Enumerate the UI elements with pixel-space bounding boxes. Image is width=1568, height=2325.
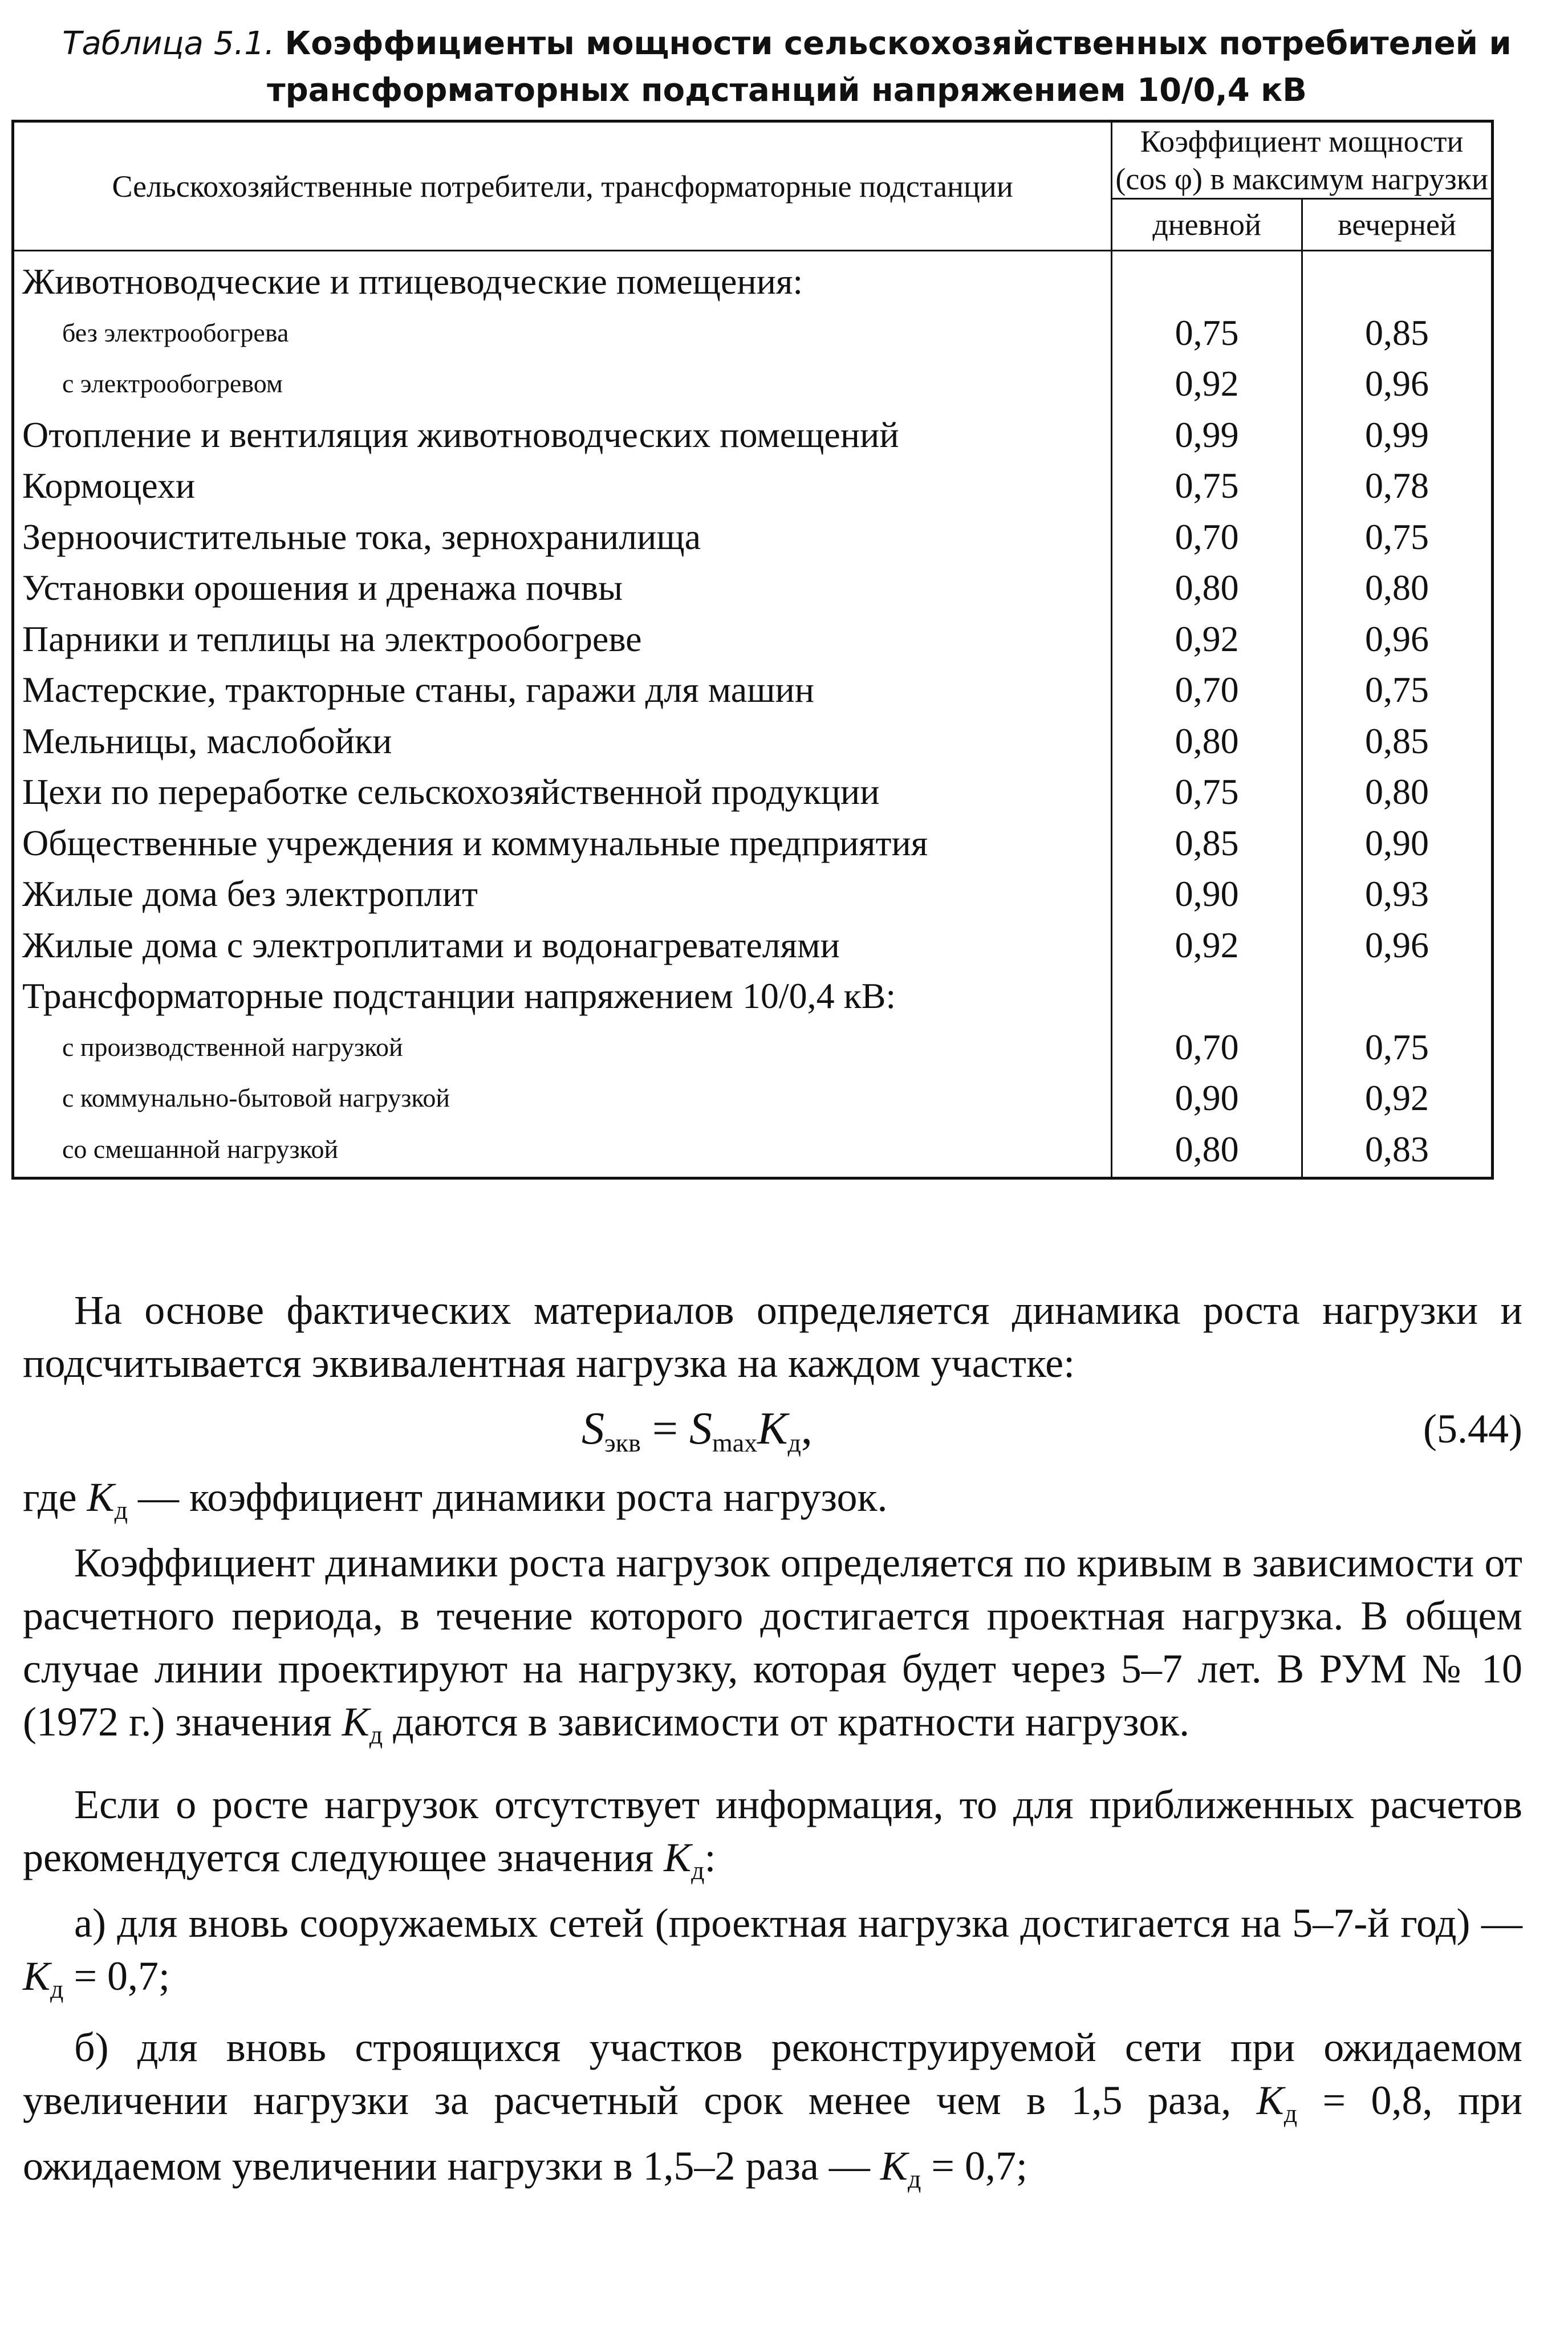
formula-number: (5.44) (1423, 1406, 1522, 1452)
row-day-value: 0,75 (1112, 766, 1302, 818)
body-text (23, 1284, 1522, 2205)
row-evening-value: 0,83 (1365, 1128, 1429, 1169)
header-evening: вечерней (1302, 199, 1493, 251)
table-row (13, 766, 1493, 818)
row-consumer-name: Мастерские, тракторные станы, гаражи для машин (13, 664, 1112, 716)
paragraph-item-a: а) для вновь сооружаемых сетей (проектная нагрузка достигается на 5–7-й год) — $K_д = 0,7$; (23, 1900, 1522, 2003)
row-day-value: 0,70 (1112, 664, 1302, 716)
row-consumer-name: с электрообогревом (13, 358, 1112, 409)
row-day-value: 0,85 (1112, 818, 1302, 869)
row-consumer-name: Животноводческие и птицеводческие помещения: (13, 251, 1112, 307)
table-row (13, 818, 1493, 869)
table-row (13, 1022, 1493, 1073)
header-consumer: Сельскохозяйственные потребители, трансформаторные подстанции (13, 121, 1112, 251)
row-evening-value: 0,92 (1365, 1078, 1429, 1118)
header-day: дневной (1112, 199, 1302, 251)
row-consumer-name: Цехи по переработке сельскохозяйственной продукции (13, 766, 1112, 818)
table-row (13, 664, 1493, 716)
row-evening-value: 0,90 (1365, 822, 1429, 863)
table-row (13, 716, 1493, 767)
row-evening-value: 0,75 (1365, 1026, 1429, 1067)
paragraph-coefficient: Коэффициент динамики роста нагрузок определяется по кривым в зависимости от расчетного периода, в течение которого достигается проектная нагрузка. В общем случае линии проектируют на нагрузку, которая будет через 5–7 лет. В РУМ № 10 (1972 г.) значения $K_д$ даются в зависимости от кратности нагрузок. (23, 1540, 1522, 1749)
paragraph-where: где $K_д$ — коэффициент динамики роста нагрузок. (23, 1474, 888, 1525)
row-evening-value: 0,80 (1365, 771, 1429, 812)
table-row (13, 511, 1493, 563)
table-row (13, 920, 1493, 971)
table-row (13, 970, 1493, 1022)
row-consumer-name: Мельницы, маслобойки (13, 716, 1112, 767)
row-day-value: 0,80 (1112, 562, 1302, 613)
row-evening-value: 0,96 (1365, 363, 1429, 404)
row-day-value: 0,99 (1112, 409, 1302, 461)
row-day-value: 0,80 (1112, 716, 1302, 767)
row-day-value: 0,90 (1112, 1072, 1302, 1124)
row-day-value: 0,80 (1112, 1124, 1302, 1178)
row-evening-value: 0,96 (1365, 924, 1429, 965)
row-consumer-name: Трансформаторные подстанции напряжением 10/0,4 кВ: (13, 970, 1112, 1022)
row-consumer-name: Установки орошения и дренажа почвы (13, 562, 1112, 613)
row-evening-value (1302, 251, 1493, 307)
row-evening-value: 0,96 (1365, 618, 1429, 659)
row-consumer-name: с коммунально-бытовой нагрузкой (13, 1072, 1112, 1124)
paragraph-recommendation: Если о росте нагрузок отсутствует информация, то для приближенных расчетов рекомендуется следующее значения $K_д$: (23, 1782, 1522, 1885)
row-evening-value: 0,85 (1365, 312, 1429, 353)
row-day-value: 0,92 (1112, 920, 1302, 971)
row-consumer-name: со смешанной нагрузкой (13, 1124, 1112, 1178)
row-day-value: 0,92 (1112, 613, 1302, 665)
row-evening-value: 0,80 (1365, 567, 1429, 608)
row-consumer-name: Жилые дома без электроплит (13, 868, 1112, 920)
table-row (13, 307, 1493, 359)
table-row (13, 613, 1493, 665)
table-row (13, 358, 1493, 409)
table-row (13, 460, 1493, 511)
table-row (13, 868, 1493, 920)
formula-expression: $S_{экв} = S_{max}K_д$, (582, 1404, 813, 1457)
table-caption-label: Таблица 5.1. (62, 25, 275, 62)
table-caption (17, 21, 1557, 114)
row-consumer-name: Отопление и вентиляция животноводческих помещений (13, 409, 1112, 461)
row-day-value: 0,75 (1112, 460, 1302, 511)
row-evening-value: 0,85 (1365, 720, 1429, 761)
table-row (13, 1124, 1493, 1178)
row-consumer-name: Жилые дома с электроплитами и водонагревателями (13, 920, 1112, 971)
row-consumer-name: Зерноочистительные тока, зернохранилища (13, 511, 1112, 563)
row-evening-value: 0,75 (1365, 516, 1429, 557)
row-consumer-name: без электрообогрева (13, 307, 1112, 359)
row-day-value: 0,75 (1112, 307, 1302, 359)
table-row (13, 251, 1493, 307)
formula-5-44 (23, 1397, 1522, 1471)
row-day-value: 0,70 (1112, 1022, 1302, 1073)
row-day-value: 0,92 (1112, 358, 1302, 409)
paragraph-item-b: б) для вновь строящихся участков реконструируемой сети при ожидаемом увеличении нагрузки за расчетный срок менее чем в 1,5 раза, $K_д = 0,8$, при ожидаемом увеличении нагрузки в 1,5–2 раза — $K_д = 0,7$; (23, 2025, 1523, 2193)
power-factor-table (11, 120, 1494, 1180)
row-day-value (1112, 970, 1302, 1022)
row-consumer-name: Парники и теплицы на электрообогреве (13, 613, 1112, 665)
row-evening-value: 0,93 (1365, 873, 1429, 914)
row-evening-value: 0,78 (1365, 465, 1429, 506)
row-consumer-name: с производственной нагрузкой (13, 1022, 1112, 1073)
header-power-factor: Коэффициент мощности (cos φ) в максимум нагрузки (1112, 121, 1493, 199)
table-row (13, 409, 1493, 461)
row-evening-value: 0,75 (1365, 669, 1429, 710)
table-row (13, 1072, 1493, 1124)
table-row (13, 562, 1493, 613)
row-evening-value (1302, 970, 1493, 1022)
table-body (13, 251, 1493, 1178)
row-day-value: 0,90 (1112, 868, 1302, 920)
row-evening-value: 0,99 (1365, 414, 1429, 455)
paragraph-intro: На основе фактических материалов определяется динамика роста нагрузки и подсчитывается эквивалентная нагрузка на каждом участке: (23, 1287, 1522, 1386)
row-consumer-name: Кормоцехи (13, 460, 1112, 511)
table-caption-title: Коэффициенты мощности сельскохозяйственных потребителей и трансформаторных подстанций напряжением 10/0,4 кВ (267, 25, 1512, 109)
row-day-value (1112, 251, 1302, 307)
row-day-value: 0,70 (1112, 511, 1302, 563)
row-consumer-name: Общественные учреждения и коммунальные предприятия (13, 818, 1112, 869)
